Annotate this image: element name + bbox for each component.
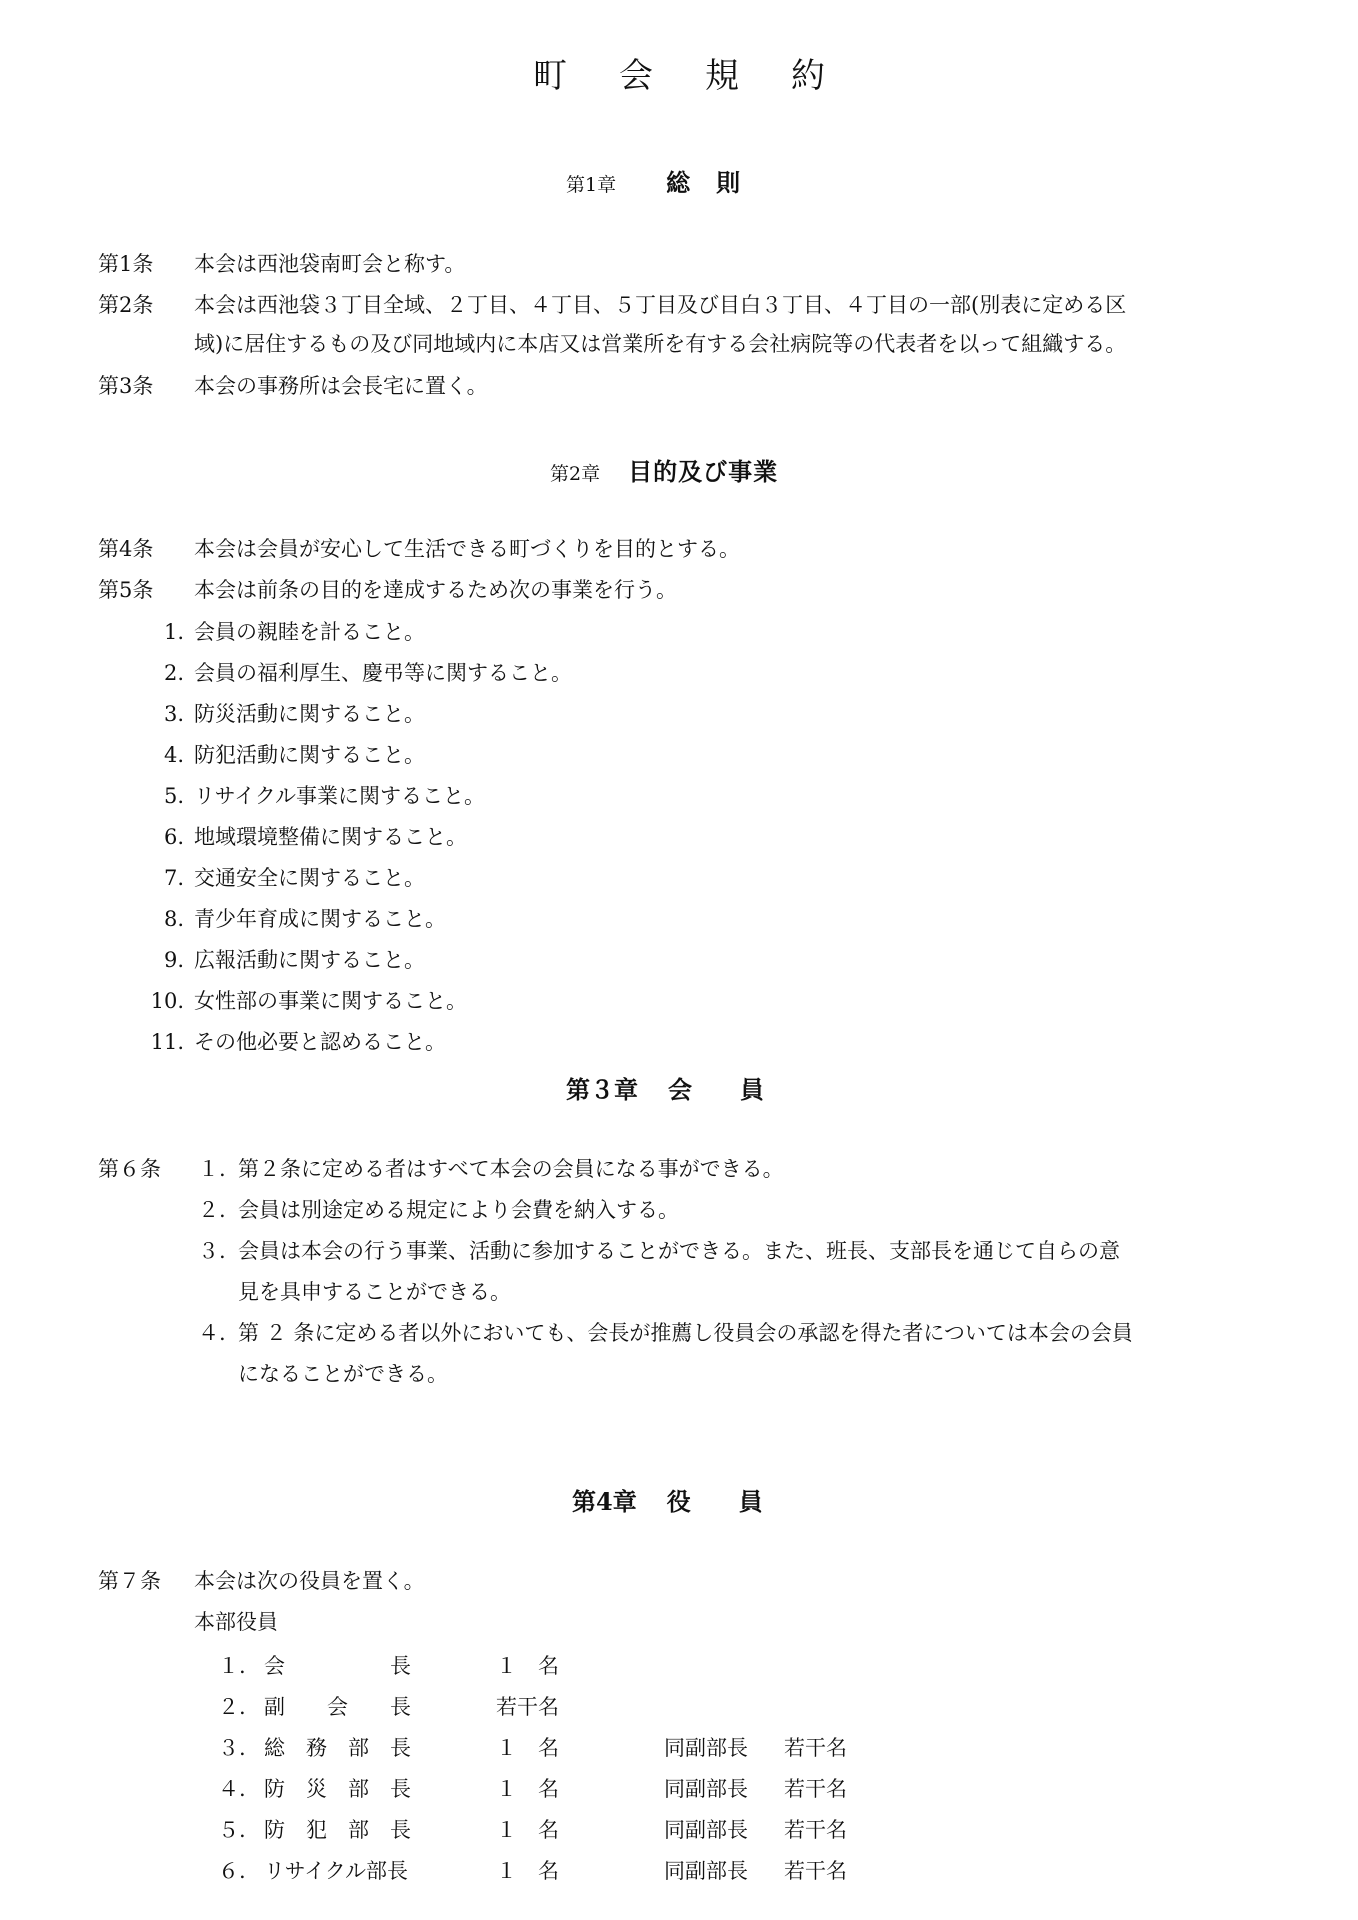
article-4 — [98, 533, 740, 563]
deputy-role: 同副部長 — [664, 1858, 748, 1883]
item-number: ４. — [198, 1321, 226, 1345]
chapter-number: 第３章 — [566, 1075, 638, 1104]
article-3 — [98, 370, 488, 400]
officer-count: １ 名 — [496, 1653, 559, 1678]
list-item — [136, 698, 425, 728]
chapter-number: 第1章 — [566, 174, 617, 196]
item-text: 広報活動に関すること。 — [194, 948, 425, 972]
item-number: 10. — [150, 989, 184, 1013]
chapter-name: 役 員 — [666, 1487, 763, 1516]
item-text: 青少年育成に関すること。 — [194, 907, 446, 931]
article-label: 第2条 — [98, 293, 154, 317]
article-2-continuation: 域)に居住するもの及び同地域内に本店又は営業所を有する会社病院等の代表者を以って組織する。 — [194, 332, 1127, 356]
officer-number: ５. — [218, 1817, 246, 1842]
item-number: 11. — [150, 1030, 184, 1054]
chapter-number: 第4章 — [572, 1487, 637, 1516]
officer-count: １ 名 — [496, 1735, 559, 1760]
list-item — [198, 1194, 679, 1224]
list-item — [136, 657, 572, 687]
officer-count: １ 名 — [496, 1817, 559, 1842]
officer-number: ２. — [218, 1694, 246, 1719]
deputy-count: 若干名 — [784, 1817, 847, 1842]
chapter-name: 総則 — [666, 168, 767, 197]
table-row — [218, 1849, 864, 1890]
officer-role: リサイクル部長 — [264, 1858, 409, 1883]
officer-number: １. — [218, 1653, 246, 1678]
officer-count: 若干名 — [496, 1694, 559, 1719]
item-text: 会員は本会の行う事業、活動に参加することができる。また、班長、支部長を通じて自らの意 — [238, 1239, 1120, 1263]
chapter-2-heading — [550, 452, 778, 487]
item-number: 8. — [163, 907, 184, 931]
article-label: 第1条 — [98, 252, 154, 276]
deputy-count — [784, 1685, 864, 1726]
officer-number: ３. — [218, 1735, 246, 1760]
item-text: 会員は別途定める規定により会費を納入する。 — [238, 1198, 679, 1222]
item-number: 4. — [163, 743, 184, 767]
article-5 — [98, 574, 677, 604]
item-number: ３. — [198, 1239, 226, 1263]
list-item — [136, 903, 446, 933]
article-text: 本会は会員が安心して生活できる町づくりを目的とする。 — [194, 537, 740, 561]
page-title: 町会規約 — [533, 56, 877, 96]
item-text: 防犯活動に関すること。 — [194, 743, 425, 767]
chapter-1-heading — [566, 163, 766, 198]
item-number: ２. — [198, 1198, 226, 1222]
item-text: 第２条に定める者はすべて本会の会員になる事ができる。 — [238, 1157, 784, 1181]
chapter-4-heading — [572, 1482, 763, 1517]
table-row — [218, 1644, 864, 1685]
officer-role: 防 犯 部 長 — [264, 1817, 411, 1842]
chapter-3-heading — [566, 1070, 764, 1105]
officer-count: １ 名 — [496, 1858, 559, 1883]
deputy-count — [784, 1644, 864, 1685]
officer-role: 総 務 部 長 — [264, 1735, 411, 1760]
item-number: 9. — [163, 948, 184, 972]
deputy-role: 同副部長 — [664, 1776, 748, 1801]
item-text: 交通安全に関すること。 — [194, 866, 425, 890]
article-text: 本会は前条の目的を達成するため次の事業を行う。 — [194, 578, 677, 602]
chapter-name: 会 員 — [668, 1075, 764, 1104]
item-number: 2. — [163, 661, 184, 685]
article-label: 第3条 — [98, 374, 154, 398]
list-item — [136, 616, 425, 646]
article-text: 本会は次の役員を置く。 — [194, 1569, 425, 1593]
chapter-number: 第2章 — [550, 463, 601, 485]
article-7 — [98, 1565, 425, 1595]
article-6-label: 第６条 — [98, 1157, 161, 1181]
article-label: 第７条 — [98, 1569, 161, 1593]
list-item — [136, 739, 425, 769]
deputy-role: 同副部長 — [664, 1817, 748, 1842]
officer-role: 副 会 長 — [264, 1694, 411, 1719]
officer-role: 会 長 — [264, 1653, 411, 1678]
item-number: 1. — [163, 620, 184, 644]
article-text: 本会は西池袋３丁目全域、２丁目、４丁目、５丁目及び目白３丁目、４丁目の一部(別表に定める区 — [194, 293, 1127, 317]
officer-roster — [218, 1644, 864, 1890]
deputy-count: 若干名 — [784, 1858, 847, 1883]
deputy-role — [664, 1644, 784, 1685]
list-item — [136, 1026, 446, 1056]
list-item-continuation: になることができる。 — [238, 1362, 448, 1386]
item-text: 会員の福利厚生、慶弔等に関すること。 — [194, 661, 572, 685]
officer-count: １ 名 — [496, 1776, 559, 1801]
item-text: その他必要と認めること。 — [194, 1030, 446, 1054]
item-text: リサイクル事業に関すること。 — [194, 784, 486, 808]
article-text: 本会の事務所は会長宅に置く。 — [194, 374, 488, 398]
list-item — [198, 1235, 1120, 1265]
list-item — [136, 862, 425, 892]
item-text: 女性部の事業に関すること。 — [194, 989, 467, 1013]
article-label: 第5条 — [98, 578, 154, 602]
list-item — [136, 985, 467, 1015]
table-row — [218, 1685, 864, 1726]
item-number: 7. — [163, 866, 184, 890]
list-item-continuation: 見を具申することができる。 — [238, 1280, 511, 1304]
item-text: 第 ２ 条に定める者以外においても、会長が推薦し役員会の承認を得た者については本会の会員 — [238, 1321, 1133, 1345]
article-text: 本会は西池袋南町会と称す。 — [194, 252, 466, 276]
table-row — [218, 1808, 864, 1849]
item-text: 地域環境整備に関すること。 — [194, 825, 467, 849]
item-number: 3. — [163, 702, 184, 726]
deputy-count: 若干名 — [784, 1776, 847, 1801]
table-row — [218, 1726, 864, 1767]
item-text: 会員の親睦を計ること。 — [194, 620, 425, 644]
list-item — [198, 1317, 1133, 1347]
officer-number: ６. — [218, 1858, 246, 1883]
deputy-role — [664, 1685, 784, 1726]
item-number: １. — [198, 1157, 226, 1181]
chapter-name: 目的及び事業 — [628, 457, 779, 486]
officer-number: ４. — [218, 1776, 246, 1801]
item-number: 6. — [163, 825, 184, 849]
officer-role: 防 災 部 長 — [264, 1776, 411, 1801]
officer-group-label: 本部役員 — [194, 1610, 278, 1634]
list-item — [198, 1153, 784, 1183]
table-row — [218, 1767, 864, 1808]
item-number: 5. — [163, 784, 184, 808]
list-item — [136, 821, 467, 851]
list-item — [136, 780, 485, 810]
deputy-count: 若干名 — [784, 1735, 847, 1760]
item-text: 防災活動に関すること。 — [194, 702, 425, 726]
deputy-role: 同副部長 — [664, 1735, 748, 1760]
list-item — [136, 944, 425, 974]
article-2 — [98, 289, 1126, 319]
article-1 — [98, 248, 465, 278]
article-label: 第4条 — [98, 537, 154, 561]
